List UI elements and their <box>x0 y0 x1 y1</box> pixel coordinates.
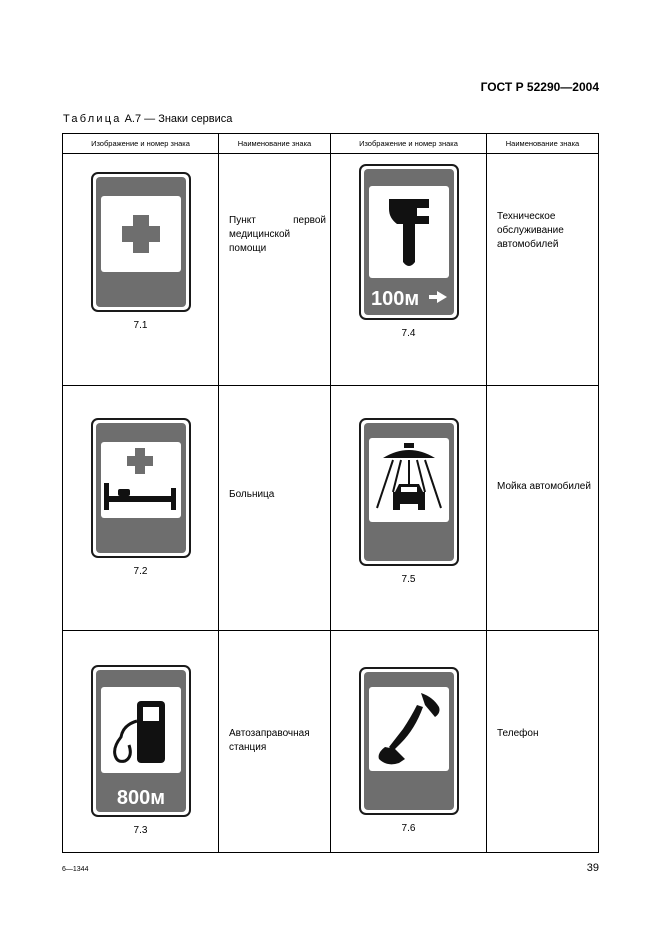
distance-label: 100м <box>370 288 419 310</box>
sign-7-2-image <box>91 418 191 558</box>
sign-cell <box>331 154 487 386</box>
sign-cell <box>63 154 219 386</box>
page-number: 39 <box>586 862 599 874</box>
sign-name-cell <box>219 386 331 631</box>
sign-cell <box>63 386 219 631</box>
column-header: Изображение и номер знака <box>63 134 219 154</box>
distance-label: 800м <box>116 787 165 809</box>
sign-name: Телефон <box>497 728 539 739</box>
print-code: 6—1344 <box>62 866 89 873</box>
column-header: Наименование знака <box>219 134 331 154</box>
column-header: Наименование знака <box>487 134 599 154</box>
sign-name: Техническое обслуживание автомобилей <box>497 211 564 250</box>
sign-name: Мойка автомобилей <box>497 481 591 492</box>
sign-number: 7.4 <box>401 328 416 339</box>
service-signs-table <box>62 133 599 853</box>
sign-number: 7.5 <box>401 574 416 585</box>
sign-cell <box>331 386 487 631</box>
sign-7-3-image <box>91 665 191 817</box>
sign-number: 7.3 <box>133 825 148 836</box>
table-row <box>63 631 599 853</box>
sign-name-cell <box>487 154 599 386</box>
table-header-row <box>63 134 599 154</box>
sign-name-cell <box>487 631 599 853</box>
table-row <box>63 154 599 386</box>
sign-7-5-image <box>359 418 459 566</box>
sign-cell <box>63 631 219 853</box>
sign-7-6-image <box>359 667 459 815</box>
sign-name-cell <box>219 631 331 853</box>
column-header: Изображение и номер знака <box>331 134 487 154</box>
sign-7-1-image <box>91 172 191 312</box>
table-row <box>63 386 599 631</box>
sign-number: 7.2 <box>133 566 148 577</box>
sign-name: Пункт первой медицинской помощи <box>229 215 326 254</box>
standard-code: ГОСТ Р 52290—2004 <box>480 80 599 94</box>
caption-prefix: Таблица <box>63 113 122 125</box>
sign-cell <box>331 631 487 853</box>
sign-name: Автозаправочная станция <box>229 728 310 753</box>
table-caption <box>63 113 232 125</box>
sign-name-cell <box>219 154 331 386</box>
sign-number: 7.1 <box>133 320 148 331</box>
sign-name-cell <box>487 386 599 631</box>
caption-title: A.7 — Знаки сервиса <box>124 113 233 125</box>
sign-7-4-image <box>359 164 459 320</box>
sign-number: 7.6 <box>401 823 416 834</box>
sign-name: Больница <box>229 489 275 500</box>
